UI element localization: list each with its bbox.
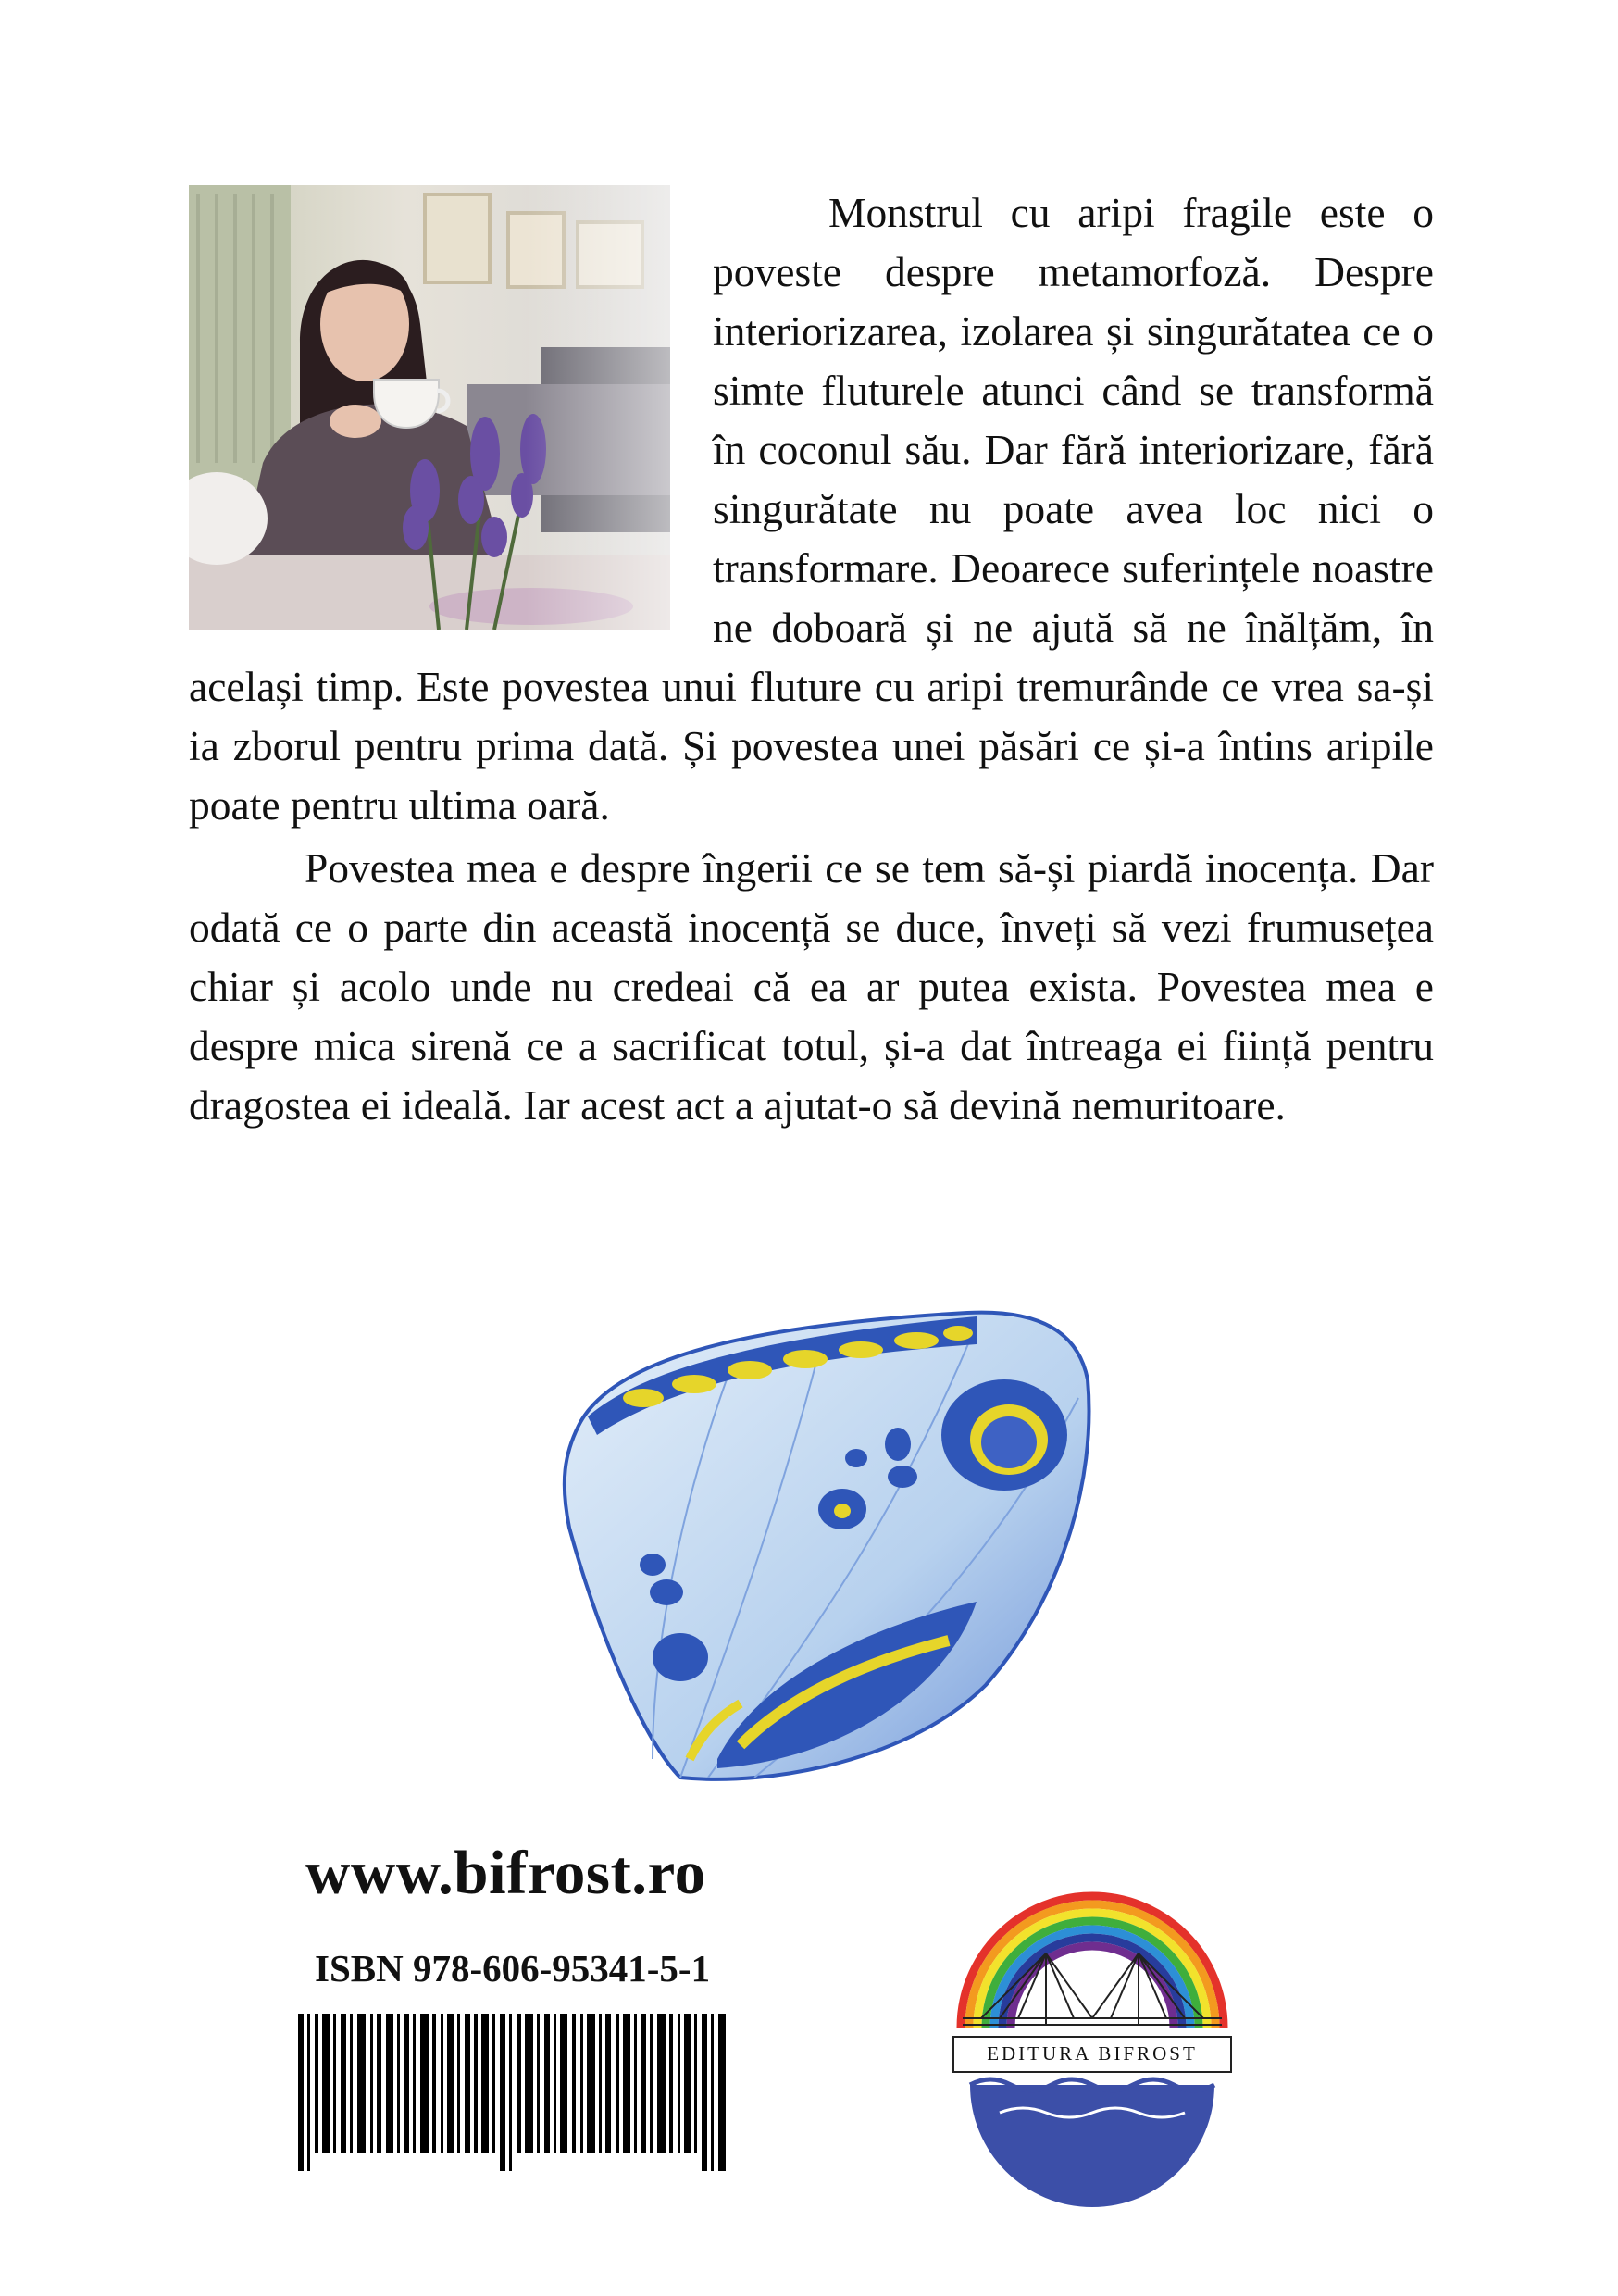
author-photo: [189, 185, 670, 630]
barcode: [298, 2014, 731, 2171]
butterfly-wing-illustration: [541, 1296, 1115, 1815]
description-paragraph-2: Povestea mea e despre îngerii ce se tem să-și piardă inocența. Dar odată ce o parte din această inocență se duce, înveți să vezi frumusețea chiar și acolo unde nu credeai că ea ar putea exista. Povestea mea e despre mica sirenă ce a sacrificat totul, și-a dat întreaga ei ființă pentru dragostea ei ideală. Iar acest act a ajutat-o să devină nemuritoare.: [189, 844, 1434, 1129]
publisher-website: www.bifrost.ro: [305, 1839, 706, 1907]
publisher-logo-text: EDITURA BIFROST: [987, 2042, 1198, 2065]
back-cover-text: [189, 183, 1434, 1135]
description-paragraph-1: Monstrul cu aripi fragile este o poveste despre metamorfoză. Despre interiorizarea, izolarea și singurătatea ce o simte fluturele atunci când se transformă în coconul său. Dar fără interiorizare, fără singurătate nu poate avea loc nici o transformare. Deoarece suferințele noastre ne doboară și ne ajută să ne înălțăm, în același timp. Este povestea unui fluture cu aripi tremurânde ce vrea sa-și ia zborul pentru prima dată. Și povestea unei păsări ce și-a întins aripile poate pentru ultima oară.: [189, 189, 1434, 829]
publisher-logo: [944, 1842, 1240, 2213]
isbn-number: ISBN 978-606-95341-5-1: [315, 1947, 711, 1990]
